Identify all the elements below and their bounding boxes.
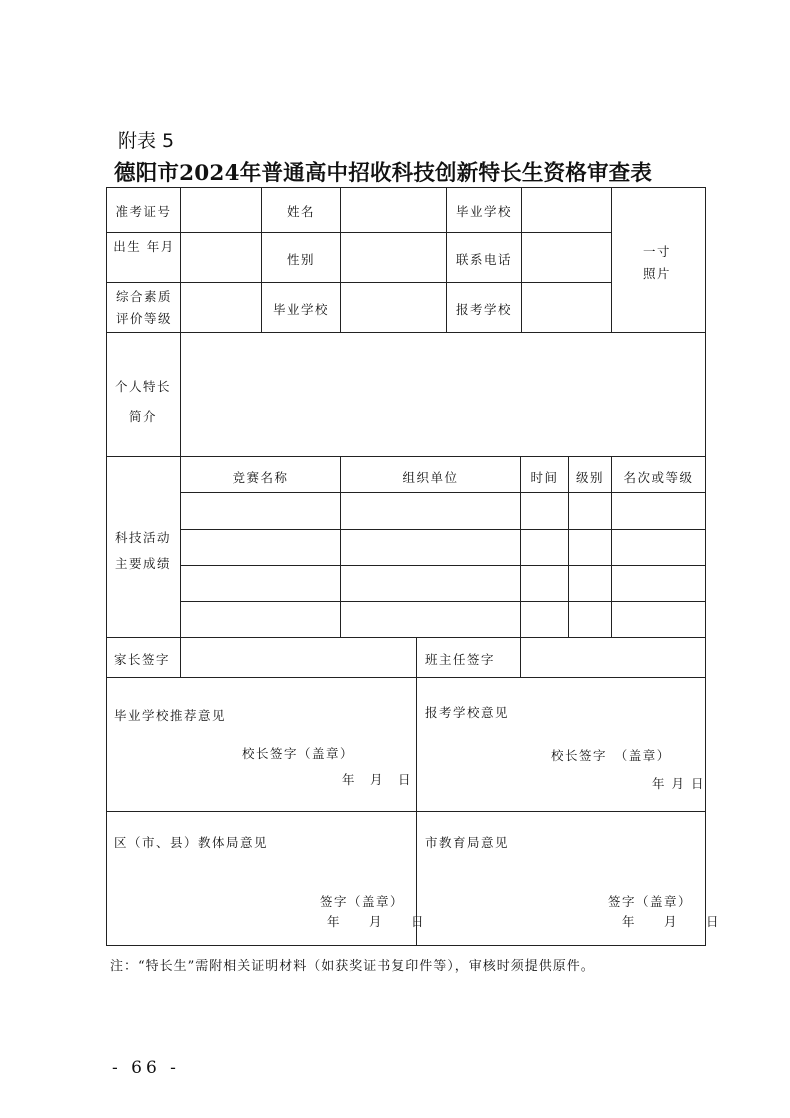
row-divider xyxy=(106,282,612,283)
activities-label: 科技活动主要成绩 xyxy=(114,530,171,571)
row-divider xyxy=(180,601,706,602)
district-date: 年 月 日 xyxy=(327,914,426,929)
competition-name-header: 竞赛名称 xyxy=(232,470,289,485)
col-divider xyxy=(180,332,181,457)
apply-school-principal-signature: 校长签字 （盖章） xyxy=(551,748,671,763)
table-border-bottom xyxy=(106,945,706,946)
apply-school-date: 年 月 日 xyxy=(652,776,705,791)
col-divider xyxy=(180,637,181,678)
gender-label: 性别 xyxy=(286,252,315,267)
evaluation-grade-label: 综合素质评价等级 xyxy=(115,289,172,326)
city-opinion-label: 市教育局意见 xyxy=(425,835,510,850)
grad-school-date: 年 月 日 xyxy=(342,772,413,787)
rank-header: 名次或等级 xyxy=(623,470,694,485)
graduation-school-label-2: 毕业学校 xyxy=(272,302,329,317)
footnote: 注：“特长生”需附相关证明材料（如获奖证书复印件等），审核时须提供原件。 xyxy=(110,959,595,974)
row-divider xyxy=(106,332,706,333)
row-divider xyxy=(180,492,706,493)
apply-school-label: 报考学校 xyxy=(455,302,512,317)
row-divider xyxy=(180,529,706,530)
photo-placeholder: 一寸照片 xyxy=(642,244,671,281)
table-border-top xyxy=(106,187,706,188)
col-divider xyxy=(416,637,417,946)
level-header: 级别 xyxy=(575,470,604,485)
row-divider xyxy=(106,232,612,233)
grad-school-principal-signature: 校长签字（盖章） xyxy=(242,746,355,761)
row-divider xyxy=(106,456,706,457)
time-header: 时间 xyxy=(530,470,559,485)
row-divider xyxy=(180,565,706,566)
city-signature: 签字（盖章） xyxy=(608,894,693,909)
row-divider xyxy=(106,637,706,638)
district-opinion-label: 区（市、县）教体局意见 xyxy=(114,835,269,850)
page-number: - 66 - xyxy=(112,1058,180,1078)
row-divider xyxy=(106,677,706,678)
birth-date-label: 出生 年月 xyxy=(113,239,175,254)
col-divider xyxy=(611,187,612,333)
page-title: 德阳市2024年普通高中招收科技创新特长生资格审查表 xyxy=(114,161,653,186)
phone-label: 联系电话 xyxy=(455,252,512,267)
row-divider xyxy=(106,811,706,812)
district-signature: 签字（盖章） xyxy=(320,894,405,909)
apply-school-opinion-label: 报考学校意见 xyxy=(425,705,510,720)
table-border-right xyxy=(705,187,706,946)
col-divider xyxy=(520,637,521,678)
city-date: 年 月 日 xyxy=(622,914,721,929)
exam-number-label: 准考证号 xyxy=(115,204,172,219)
organizer-header: 组织单位 xyxy=(402,470,459,485)
personal-intro-label: 个人特长简介 xyxy=(114,379,171,424)
grad-school-opinion-label: 毕业学校推荐意见 xyxy=(114,708,227,723)
table-border-left xyxy=(106,187,107,946)
name-label: 姓名 xyxy=(286,204,315,219)
attachment-label: 附表 5 xyxy=(118,130,175,152)
parent-signature-label: 家长签字 xyxy=(114,652,171,667)
head-teacher-signature-label: 班主任签字 xyxy=(425,652,496,667)
graduation-school-label: 毕业学校 xyxy=(455,204,512,219)
